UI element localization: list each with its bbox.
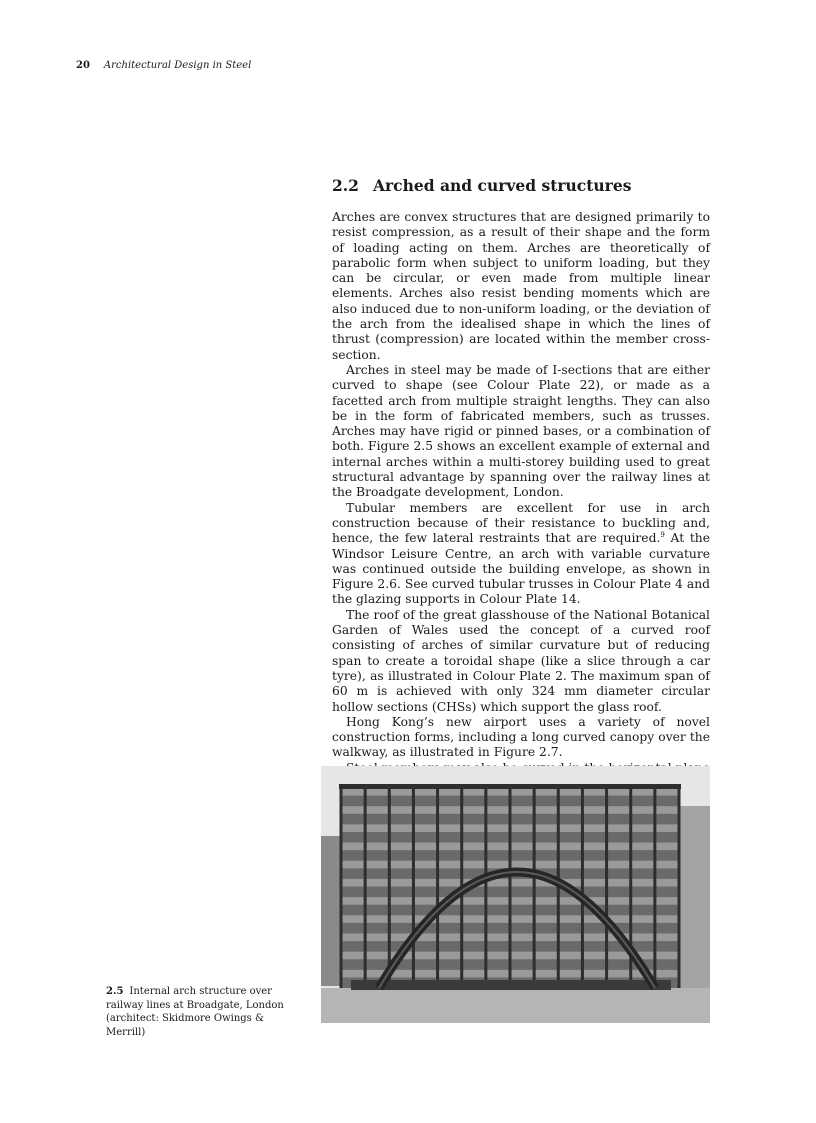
facade-column <box>509 788 512 988</box>
figure-photo <box>321 766 710 1023</box>
facade-column <box>678 788 681 988</box>
paragraph-3-start: Tubular members are excellent for use in arch construction because of their resistance to buckling and, hence, the few lateral restraints that are required. <box>332 500 710 546</box>
body-text <box>332 210 710 807</box>
book-title: Architectural Design in Steel <box>103 60 252 71</box>
facade-column <box>412 788 415 988</box>
page-number: 20 <box>76 60 90 71</box>
paragraph-4: The roof of the great glasshouse of the National Botanical Garden of Wales used the concept of a curved roof consisting of arches of similar curvature but of reducing span to create a toroidal shape (like a slice through a car tyre), as illustrated in Colour Plate 2. The maximum span of 60 m is achieved with only 324 mm diameter circular hollow sections (CHSs) which support the glass roof. <box>332 607 710 714</box>
facade-column <box>581 788 584 988</box>
base-girder <box>351 980 671 990</box>
ground <box>321 988 710 1023</box>
section-title: Arched and curved structures <box>372 176 632 195</box>
reference-marker: 9 <box>660 531 665 540</box>
figure-number: 2.5 <box>106 986 124 997</box>
facade-column <box>557 788 560 988</box>
facade-column <box>533 788 536 988</box>
facade-column <box>340 788 343 988</box>
facade-column <box>388 788 391 988</box>
broadgate-building-photo <box>321 766 710 1023</box>
paragraph-2: Arches in steel may be made of I-sections that are either curved to shape (see Colour Plate 22), or made as a facetted arch from multiple straight lengths. They can also be in the form of fabricated members, such as trusses. Arches may have rigid or pinned bases, or a combination of both. Figure 2.5 shows an excellent example of external and internal arches within a multi-storey building used to great structural advantage by spanning over the railway lines at the Broadgate development, London. <box>332 362 710 500</box>
facade-column <box>653 788 656 988</box>
section-number: 2.2 <box>332 176 359 195</box>
figure-caption-text: Internal arch structure over railway lines at Broadgate, London (architect: Skidmore Owings & Merrill) <box>106 986 284 1038</box>
facade-column <box>484 788 487 988</box>
running-head <box>76 60 251 72</box>
figure-caption <box>106 985 301 1039</box>
paragraph-3-end: At the Windsor Leisure Centre, an arch with variable curvature was continued outside the building envelope, as shown in Figure 2.6. See curved tubular trusses in Colour Plate 4 and the glazing supports in Colour Plate 14. <box>332 531 710 607</box>
facade-column <box>364 788 367 988</box>
facade-column <box>436 788 439 988</box>
section-heading <box>332 176 631 196</box>
paragraph-5: Hong Kong’s new airport uses a variety of novel construction forms, including a long curved canopy over the walkway, as illustrated in Figure 2.7. <box>332 714 710 760</box>
facade-column <box>605 788 608 988</box>
paragraph-1: Arches are convex structures that are designed primarily to resist compression, as a result of their shape and the form of loading acting on them. Arches are theoretically of parabolic form when subject to uniform loading, but they can be circular, or even made from multiple linear elements. Arches also resist bending moments which are also induced due to non-uniform loading, or the deviation of the arch from the idealised shape in which the lines of thrust (compression) are located within the member cross-section. <box>332 210 710 362</box>
paragraph-3 <box>332 501 710 608</box>
roof-edge <box>339 784 681 789</box>
